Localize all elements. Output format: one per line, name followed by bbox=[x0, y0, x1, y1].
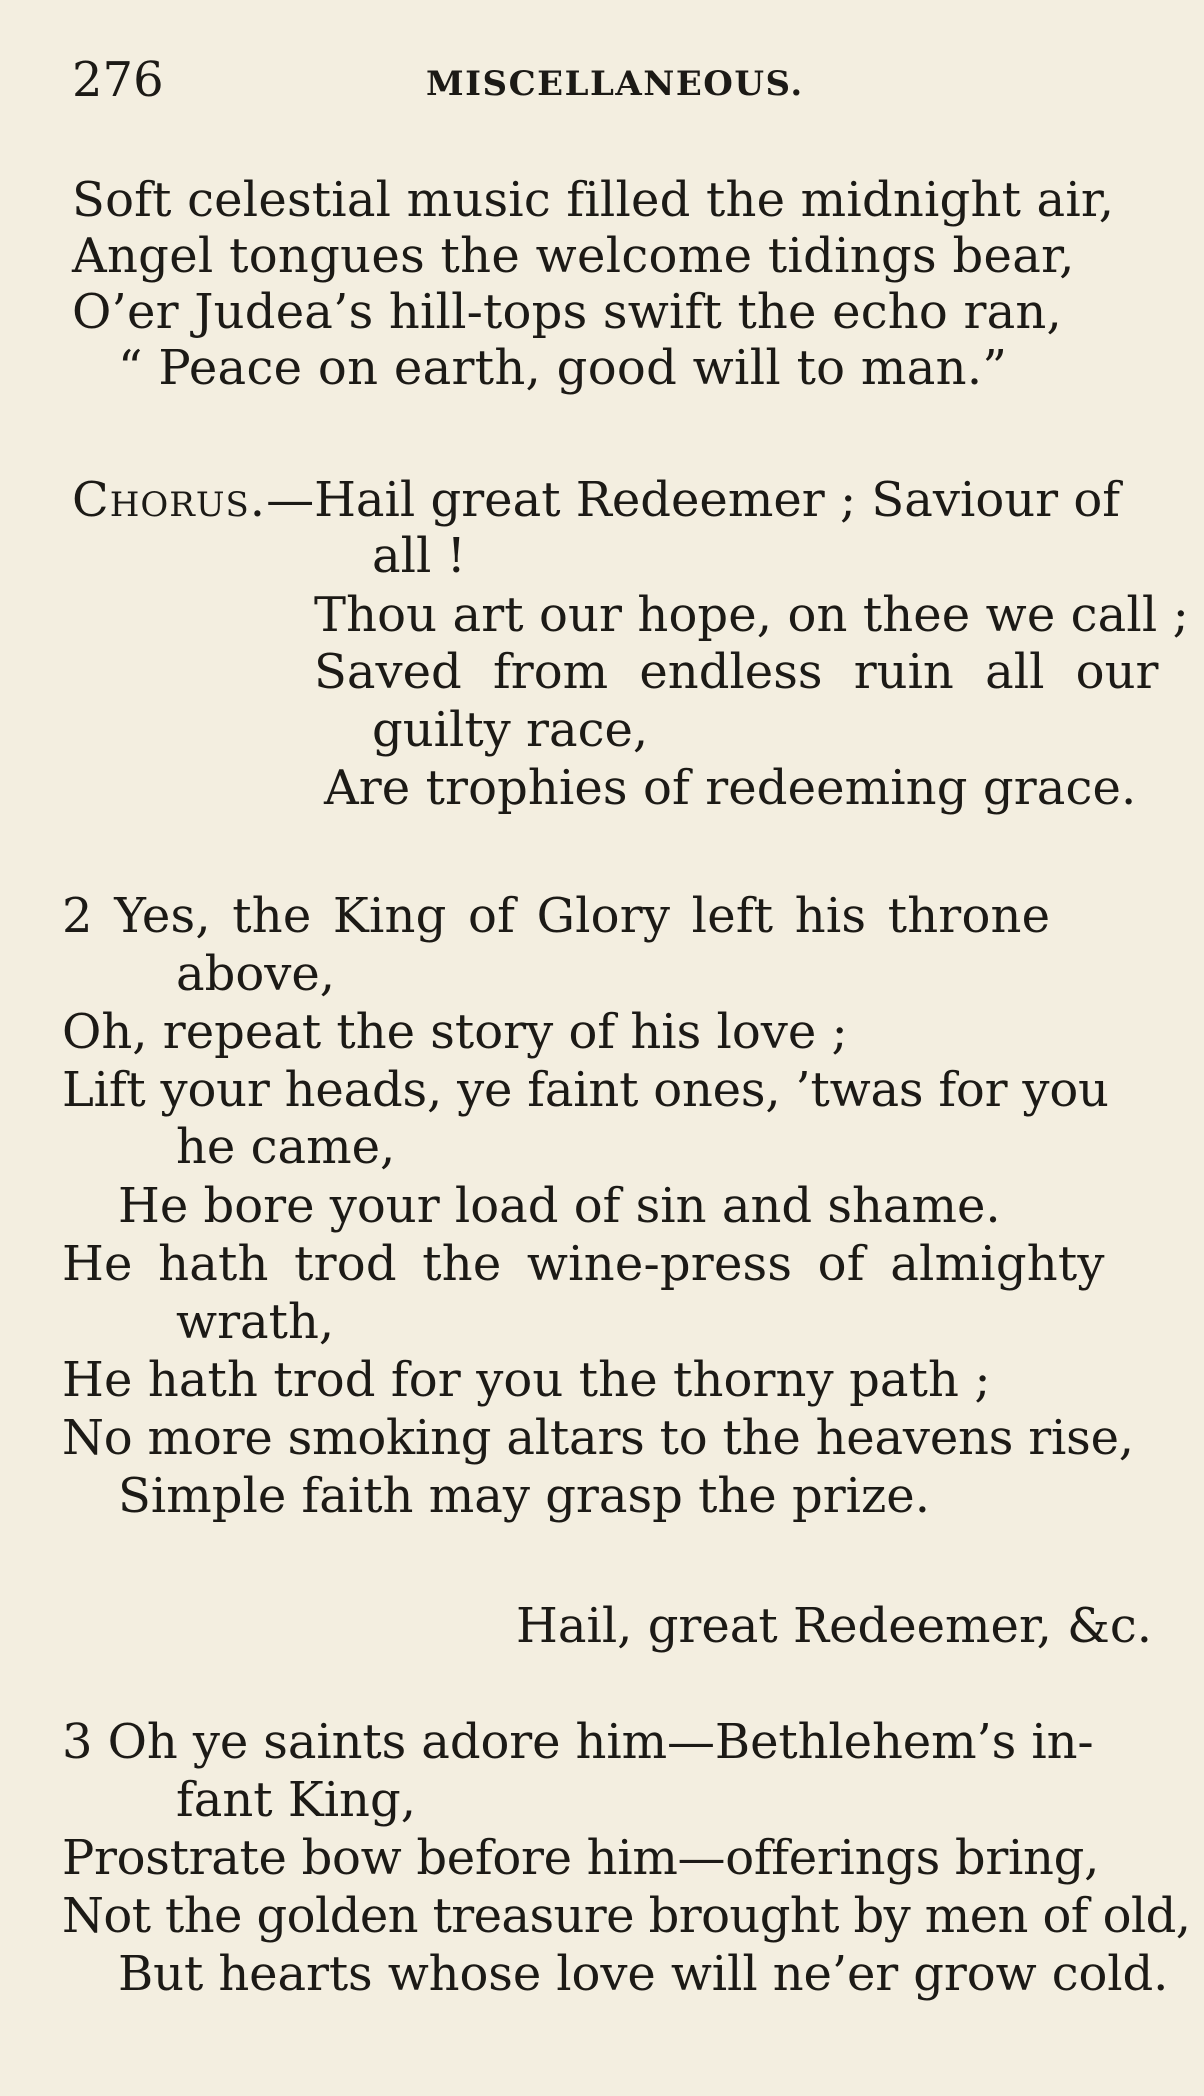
stanza2-line: above, bbox=[176, 946, 336, 1002]
stanza2-line: Simple faith may grasp the prize. bbox=[118, 1468, 930, 1524]
stanza2-line: he came, bbox=[176, 1119, 396, 1175]
stanza3-line: Prostrate bow before him—offerings bring, bbox=[62, 1830, 1100, 1886]
running-title: MISCELLANEOUS. bbox=[426, 64, 804, 104]
chorus-line: Saved from endless ruin all our bbox=[314, 644, 1159, 700]
stanza2-line: No more smoking altars to the heavens rise, bbox=[62, 1410, 1134, 1466]
stanza2-line: 2 Yes, the King of Glory left his throne bbox=[62, 888, 1051, 944]
stanza3-line: fant King, bbox=[176, 1772, 416, 1828]
stanza2-line: He hath trod for you the thorny path ; bbox=[62, 1352, 991, 1408]
stanza2-line: Lift your heads, ye faint ones, ’twas for you bbox=[62, 1062, 1109, 1118]
chorus-reference: Hail, great Redeemer, &c. bbox=[516, 1598, 1152, 1654]
stanza3-line: 3 Oh ye saints adore him—Bethlehem’s in- bbox=[62, 1714, 1094, 1770]
stanza1-line: “ Peace on earth, good will to man.” bbox=[118, 340, 1008, 396]
chorus-label: Chorus. bbox=[72, 472, 267, 528]
chorus-line: Thou art our hope, on thee we call ; bbox=[314, 587, 1189, 643]
chorus-first-line bbox=[72, 471, 1120, 529]
stanza3-line: But hearts whose love will ne’er grow cold. bbox=[118, 1946, 1169, 2002]
stanza2-line: He hath trod the wine-press of almighty bbox=[62, 1236, 1105, 1292]
page-number: 276 bbox=[72, 52, 164, 108]
chorus-line: —Hail great Redeemer ; Saviour of bbox=[266, 472, 1121, 528]
chorus-line: all ! bbox=[372, 528, 466, 584]
chorus-line: guilty race, bbox=[372, 702, 649, 758]
stanza1-line: Angel tongues the welcome tidings bear, bbox=[72, 228, 1075, 284]
stanza2-line: He bore your load of sin and shame. bbox=[118, 1178, 1001, 1234]
stanza2-line: wrath, bbox=[176, 1294, 335, 1350]
stanza2-line: Oh, repeat the story of his love ; bbox=[62, 1004, 848, 1060]
stanza1-line: Soft celestial music filled the midnight air, bbox=[72, 172, 1115, 228]
stanza1-line: O’er Judea’s hill-tops swift the echo ran, bbox=[72, 284, 1063, 340]
chorus-line: Are trophies of redeeming grace. bbox=[324, 760, 1137, 816]
stanza3-line: Not the golden treasure brought by men of old, bbox=[62, 1888, 1191, 1944]
